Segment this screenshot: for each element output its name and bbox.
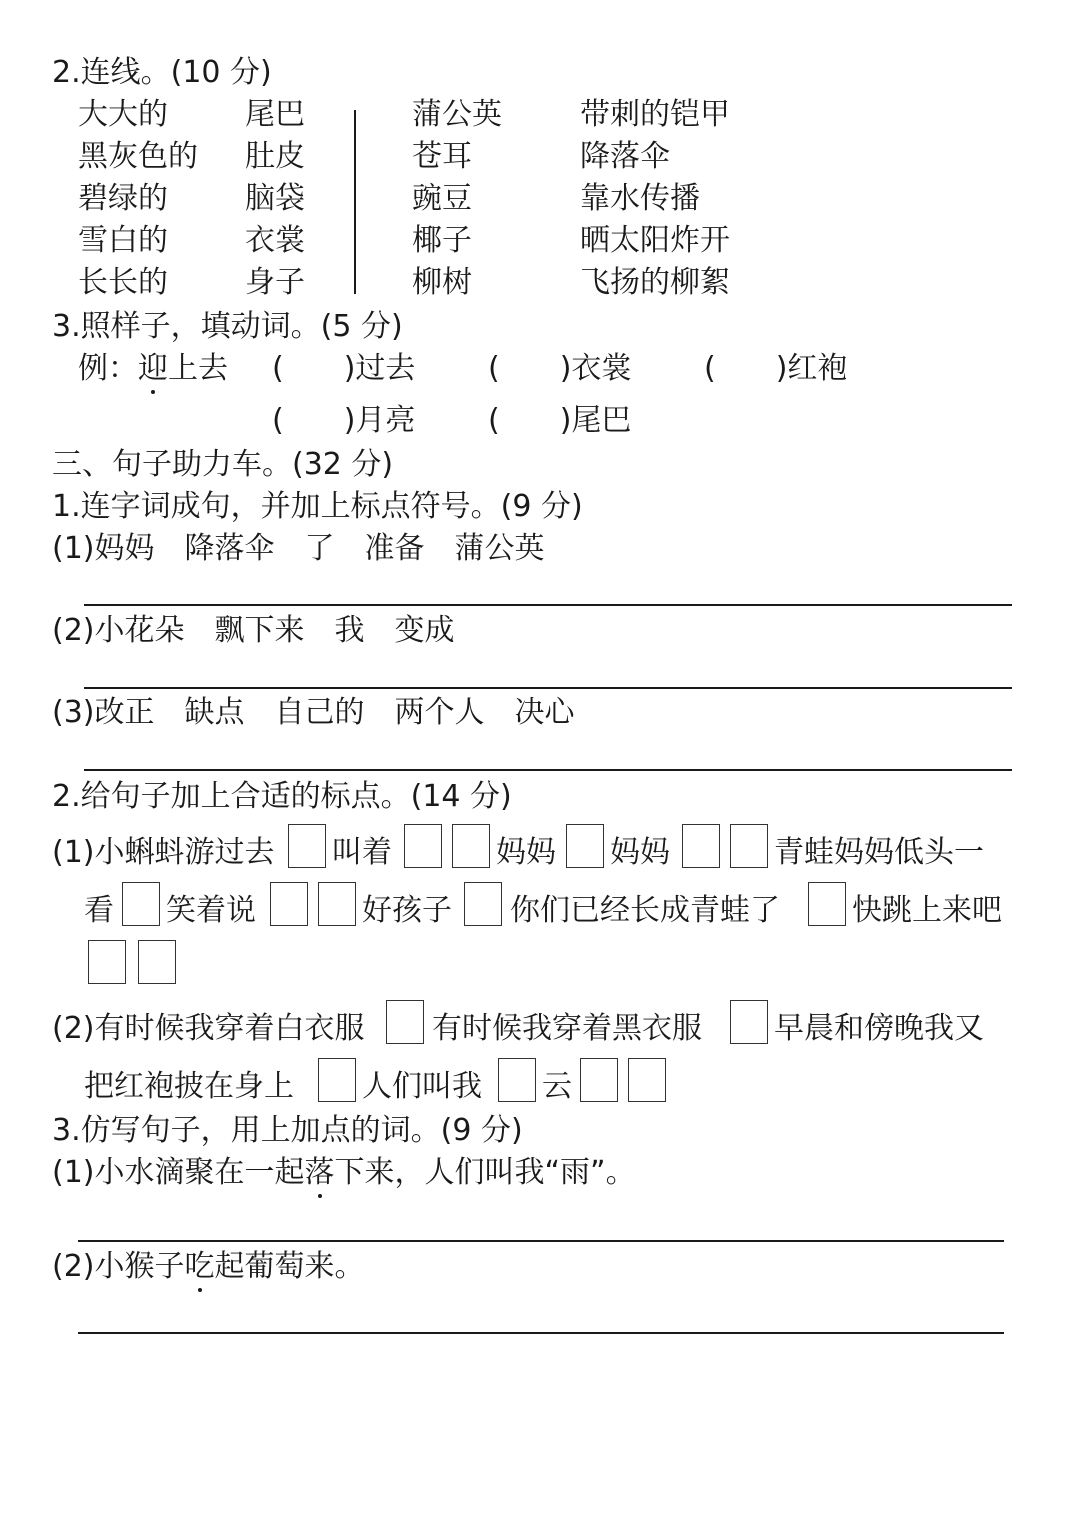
q3-answer-line-1[interactable]: [78, 1240, 1004, 1242]
q1-answer-line-2[interactable]: [84, 687, 1012, 689]
q2-p2-text-e: 人们叫我: [362, 1069, 482, 1104]
q3-s1-pre: (1)小水滴聚在一起: [52, 1155, 305, 1190]
punct-box[interactable]: [730, 824, 768, 868]
match-right-method-2[interactable]: 降落伞: [580, 139, 670, 174]
punct-box[interactable]: [498, 1058, 536, 1102]
match-right-plant-1[interactable]: 蒲公英: [412, 97, 502, 132]
match-left-noun-3[interactable]: 脑袋: [245, 181, 305, 216]
q2-p2-text-d: 把红袍披在身上: [84, 1069, 294, 1104]
verb-example-prefix: 例：: [78, 351, 138, 386]
punct-box[interactable]: [580, 1058, 618, 1102]
q1-answer-line-1[interactable]: [84, 604, 1012, 606]
match-left-adj-4[interactable]: 雪白的: [78, 223, 168, 258]
punct-box[interactable]: [628, 1058, 666, 1102]
q3-sentence-2: [52, 1249, 365, 1284]
match-right-method-4[interactable]: 晒太阳炸开: [580, 223, 730, 258]
punct-box[interactable]: [730, 1000, 768, 1044]
section-3-title: 3.照样子，填动词。(5 分): [52, 309, 403, 344]
match-right-method-5[interactable]: 飞扬的柳絮: [580, 265, 730, 300]
match-right-method-1[interactable]: 带刺的铠甲: [580, 97, 730, 132]
section-2-title: 2.连线。(10 分): [52, 55, 272, 90]
q2-p1-text-b: 叫着: [332, 835, 392, 870]
match-right-method-3[interactable]: 靠水传播: [580, 181, 700, 216]
q2-p1-text-e: 青蛙妈妈低头一: [774, 835, 984, 870]
q3-sentence-1: [52, 1155, 636, 1190]
q3-s2-dotted-char: 吃: [184, 1249, 215, 1284]
punct-box[interactable]: [566, 824, 604, 868]
verb-blank-3[interactable]: ( )红袍: [704, 351, 848, 386]
match-left-noun-1[interactable]: 尾巴: [245, 97, 305, 132]
q2-p1-text-j: 快跳上来吧: [852, 893, 1002, 928]
q2-p1-text-g: 笑着说: [166, 893, 256, 928]
punct-box[interactable]: [288, 824, 326, 868]
punct-box[interactable]: [318, 882, 356, 926]
match-left-adj-3[interactable]: 碧绿的: [78, 181, 168, 216]
q2-p1-text-h: 好孩子: [362, 893, 452, 928]
punct-box[interactable]: [318, 1058, 356, 1102]
q2-p1-text-a: (1)小蝌蚪游过去: [52, 835, 275, 870]
q2-p1-text-d: 妈妈: [610, 835, 670, 870]
match-right-plant-2[interactable]: 苍耳: [412, 139, 472, 174]
q3-answer-line-2[interactable]: [78, 1332, 1004, 1334]
q2-p1-text-f: 看: [84, 893, 114, 928]
match-right-plant-4[interactable]: 椰子: [412, 223, 472, 258]
q1-answer-line-3[interactable]: [84, 769, 1012, 771]
punct-box[interactable]: [88, 940, 126, 984]
verb-example: [78, 351, 228, 386]
q2-p1-text-i: 你们已经长成青蛙了: [510, 893, 780, 928]
match-left-adj-5[interactable]: 长长的: [78, 265, 168, 300]
q3-title: 3.仿写句子，用上加点的词。(9 分): [52, 1113, 523, 1148]
q2-p2-text-b: 有时候我穿着黑衣服: [432, 1011, 702, 1046]
verb-blank-2[interactable]: ( )衣裳: [488, 351, 632, 386]
punct-box[interactable]: [122, 882, 160, 926]
q2-p2-text-a: (2)有时候我穿着白衣服: [52, 1011, 365, 1046]
q3-s1-post: 下来，人们叫我“雨”。: [334, 1155, 636, 1190]
match-left-noun-5[interactable]: 身子: [245, 265, 305, 300]
match-left-noun-2[interactable]: 肚皮: [245, 139, 305, 174]
punct-box[interactable]: [404, 824, 442, 868]
q2-p2-text-f: 云: [542, 1069, 572, 1104]
match-right-plant-5[interactable]: 柳树: [412, 265, 472, 300]
verb-blank-1[interactable]: ( )过去: [272, 351, 416, 386]
q2-title: 2.给句子加上合适的标点。(14 分): [52, 779, 512, 814]
q1-item-3: (3)改正 缺点 自己的 两个人 决心: [52, 695, 575, 730]
q2-p2-text-c: 早晨和傍晚我又: [774, 1011, 984, 1046]
punct-box[interactable]: [808, 882, 846, 926]
q3-s1-dotted-char: 落: [304, 1155, 335, 1190]
punct-box[interactable]: [464, 882, 502, 926]
q1-item-2: (2)小花朵 飘下来 我 变成: [52, 613, 455, 648]
match-divider: [354, 110, 356, 294]
part-3-title: 三、句子助力车。(32 分): [52, 447, 394, 482]
punct-box[interactable]: [452, 824, 490, 868]
punct-box[interactable]: [138, 940, 176, 984]
verb-example-dotted-char: 迎: [138, 351, 168, 386]
q3-s2-post: 起葡萄来。: [214, 1249, 365, 1284]
match-left-noun-4[interactable]: 衣裳: [245, 223, 305, 258]
q1-item-1: (1)妈妈 降落伞 了 准备 蒲公英: [52, 531, 545, 566]
match-left-adj-2[interactable]: 黑灰色的: [78, 139, 198, 174]
verb-blank-4[interactable]: ( )月亮: [272, 403, 416, 438]
q1-title: 1.连字词成句，并加上标点符号。(9 分): [52, 489, 583, 524]
q2-p1-text-c: 妈妈: [496, 835, 556, 870]
punct-box[interactable]: [386, 1000, 424, 1044]
punct-box[interactable]: [270, 882, 308, 926]
match-left-adj-1[interactable]: 大大的: [78, 97, 168, 132]
match-right-plant-3[interactable]: 豌豆: [412, 181, 472, 216]
q3-s2-pre: (2)小猴子: [52, 1249, 185, 1284]
punct-box[interactable]: [682, 824, 720, 868]
verb-blank-5[interactable]: ( )尾巴: [488, 403, 632, 438]
verb-example-rest: 上去: [168, 351, 228, 386]
